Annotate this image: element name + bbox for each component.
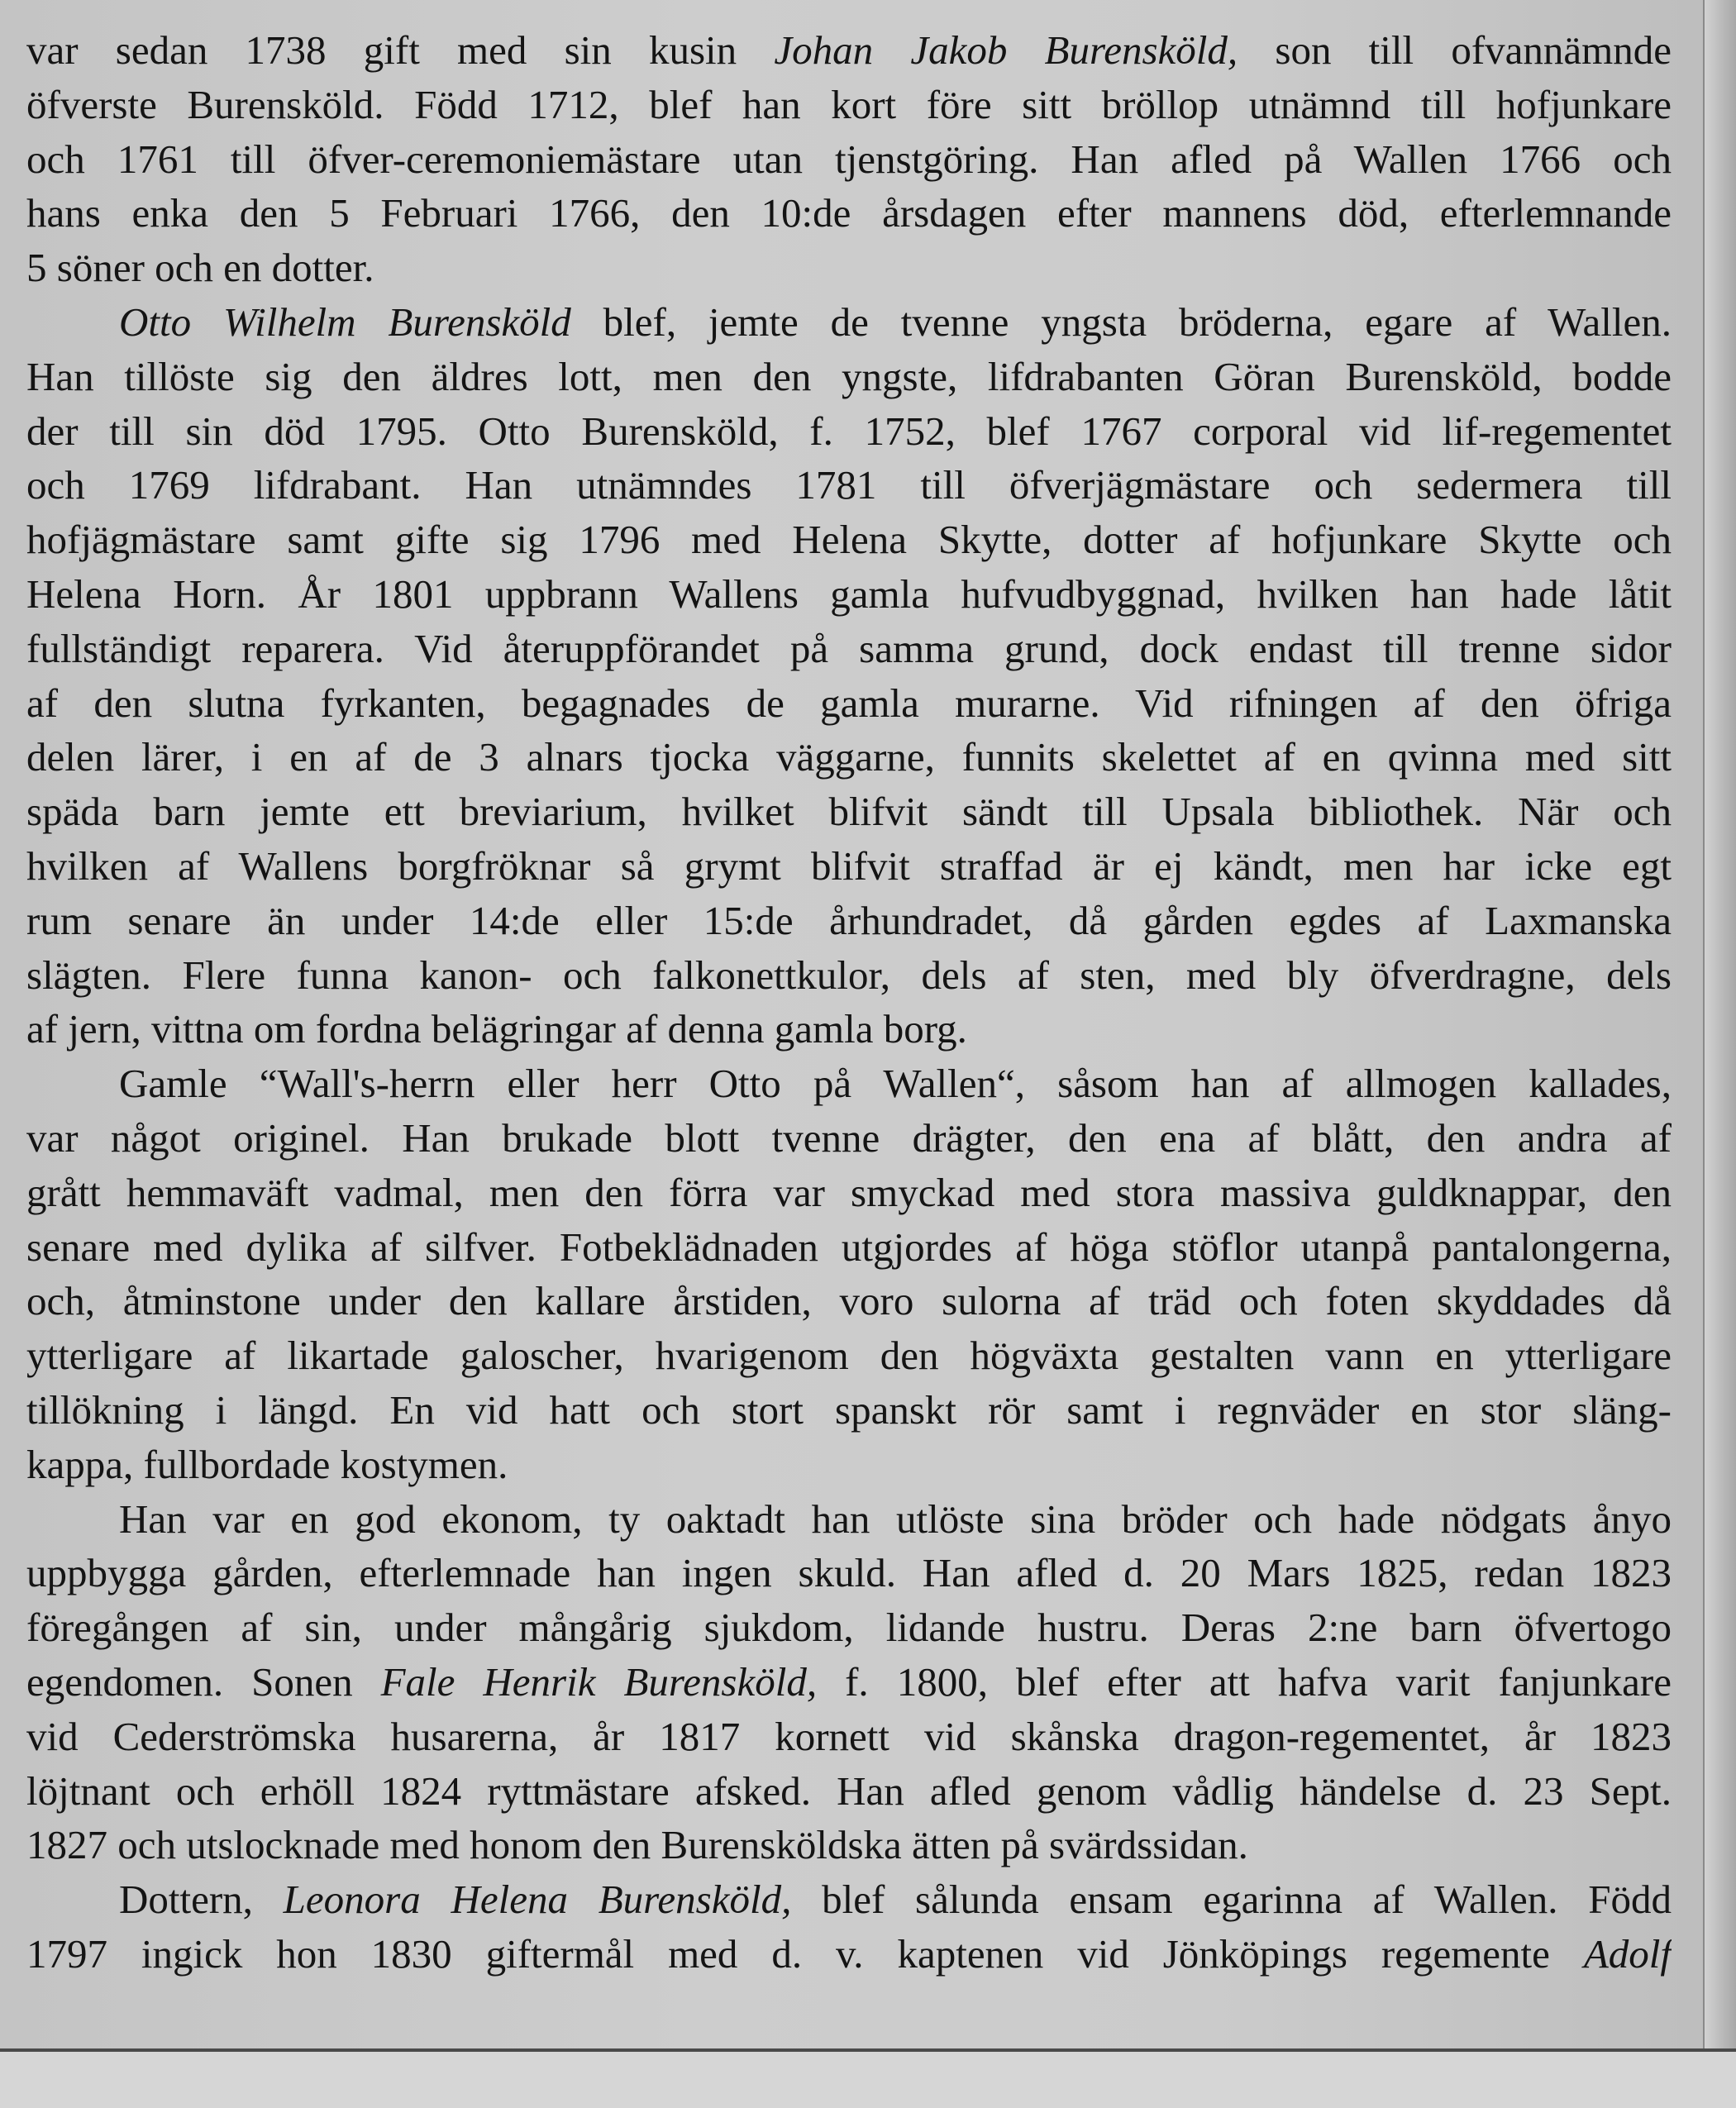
text-line xyxy=(26,1274,1672,1328)
text-run: hofjägmästare samt gifte sig 1796 med Helena Skytte, dotter af hofjunkare Skytte och xyxy=(26,517,1672,563)
text-run: Han tillöste sig den äldres lott, men den yngste, lifdrabanten Göran Burensköld, bodde xyxy=(26,353,1672,399)
text-run: senare med dylika af silfver. Fotbeklädnaden utgjordes af höga stöflor utanpå pantalongerna, xyxy=(26,1223,1672,1270)
text-line xyxy=(26,186,1672,241)
text-run: blef, jemte de tvenne yngsta bröderna, egare af Wallen. xyxy=(570,298,1672,345)
text-line xyxy=(26,676,1672,731)
text-line xyxy=(26,513,1672,567)
text-run: 5 söner och en dotter. xyxy=(26,245,374,291)
page-bottom-margin xyxy=(0,2052,1736,2108)
text-run: kappa, fullbordade kostymen. xyxy=(26,1441,508,1487)
italic-name: Otto Wilhelm Burensköld xyxy=(119,298,571,345)
text-line xyxy=(26,1383,1672,1438)
text-run: tillökning i längd. En vid hatt och stort spanskt rör samt i regnväder en stor släng- xyxy=(26,1386,1672,1433)
text-run: slägten. Flere funna kanon- och falkonettkulor, dels af sten, med bly öfverdragne, dels xyxy=(26,951,1672,998)
text-run: och, åtminstone under den kallare årstiden, voro sulorna af träd och foten skyddades då xyxy=(26,1278,1672,1324)
text-run: vid Cederströmska husarerna, år 1817 kornett vid skånska dragon-regementet, år 1823 xyxy=(26,1713,1672,1759)
text-line xyxy=(26,132,1672,187)
text-line xyxy=(26,241,1672,295)
text-run: och 1761 till öfver-ceremoniemästare utan tjenstgöring. Han afled på Wallen 1766 och xyxy=(26,136,1672,182)
text-run: föregången af sin, under mångårig sjukdom, lidande hustru. Deras 2:ne barn öfvertogo xyxy=(26,1605,1672,1651)
text-run: af den slutna fyrkanten, begagnades de gamla murarne. Vid rifningen af den öfriga xyxy=(26,680,1672,726)
text-line xyxy=(26,785,1672,839)
text-run: f. 1800, blef efter att hafva varit fanjunkare xyxy=(817,1658,1672,1705)
text-line xyxy=(26,1166,1672,1220)
text-line xyxy=(26,1002,1672,1056)
text-line xyxy=(26,458,1672,513)
body-text xyxy=(26,23,1672,1982)
text-line xyxy=(26,1600,1672,1655)
text-line xyxy=(26,1872,1672,1927)
text-line xyxy=(26,1438,1672,1492)
text-run: hans enka den 5 Februari 1766, den 10:de årsdagen efter mannens död, efterlemnande xyxy=(26,190,1672,236)
text-line xyxy=(26,1764,1672,1819)
text-line xyxy=(26,295,1672,350)
text-run: Dottern, xyxy=(119,1877,284,1923)
text-line xyxy=(26,730,1672,785)
text-line xyxy=(26,1546,1672,1600)
text-line xyxy=(26,350,1672,404)
italic-name: Leonora Helena Burensköld, xyxy=(283,1877,792,1923)
text-run: grått hemmaväft vadmal, men den förra var smyckad med stora massiva guldknappar, den xyxy=(26,1169,1672,1215)
text-run: Gamle “Wall's-herrn eller herr Otto på Wallen“, såsom han af allmogen kallades, xyxy=(119,1061,1672,1107)
italic-name: Fale Henrik Burensköld, xyxy=(380,1658,818,1705)
text-line xyxy=(26,1111,1672,1166)
text-run: var något originel. Han brukade blott tvenne drägter, den ena af blått, den andra af xyxy=(26,1114,1672,1161)
text-run: späda barn jemte ett breviarium, hvilket blifvit sändt till Upsala bibliothek. När och xyxy=(26,789,1672,835)
text-run: ytterligare af likartade galoscher, hvarigenom den högväxta gestalten vann en ytterligare xyxy=(26,1333,1672,1379)
text-line xyxy=(26,622,1672,676)
text-run: fullständigt reparera. Vid återuppförandet på samma grund, dock endast till trenne sidor xyxy=(26,625,1672,671)
text-line xyxy=(26,78,1672,132)
text-line xyxy=(26,948,1672,1003)
text-run: blef sålunda ensam egarinna af Wallen. Född xyxy=(791,1877,1672,1923)
text-run: Han var en god ekonom, ty oaktadt han utlöste sina bröder och hade nödgats ånyo xyxy=(119,1495,1672,1542)
text-run: löjtnant och erhöll 1824 ryttmästare afsked. Han afled genom vådlig händelse d. 23 Sept. xyxy=(26,1767,1672,1814)
text-run: öfverste Burensköld. Född 1712, blef han kort före sitt bröllop utnämnd till hofjunkare xyxy=(26,81,1672,127)
text-run: och 1769 lifdrabant. Han utnämndes 1781 till öfverjägmästare och sedermera till xyxy=(26,462,1672,508)
text-line xyxy=(26,1328,1672,1383)
text-line xyxy=(26,404,1672,459)
text-run: son till ofvannämnde xyxy=(1238,27,1672,73)
text-line xyxy=(26,1710,1672,1764)
text-line xyxy=(26,567,1672,622)
text-run: delen lärer, i en af de 3 alnars tjocka väggarne, funnits skelettet af en qvinna med sitt xyxy=(26,734,1672,780)
text-run: var sedan 1738 gift med sin kusin xyxy=(26,27,775,73)
text-run: af jern, vittna om fordna belägringar af denna gamla borg. xyxy=(26,1006,967,1052)
text-run: rum senare än under 14:de eller 15:de århundradet, då gården egdes af Laxmanska xyxy=(26,897,1672,943)
text-run: der till sin död 1795. Otto Burensköld, f. 1752, blef 1767 corporal vid lif-regementet xyxy=(26,408,1672,454)
text-line xyxy=(26,1818,1672,1872)
text-line xyxy=(26,1056,1672,1111)
text-run: 1827 och utslocknade med honom den Burensköldska ätten på svärdssidan. xyxy=(26,1822,1248,1868)
text-line xyxy=(26,839,1672,894)
page-edge xyxy=(1703,0,1736,2108)
text-run: 1797 ingick hon 1830 giftermål med d. v. kaptenen vid Jönköpings regemente xyxy=(26,1930,1584,1977)
text-run: hvilken af Wallens borgfröknar så grymt blifvit straffad är ej kändt, men har icke egt xyxy=(26,842,1672,889)
text-line xyxy=(26,1927,1672,1982)
text-line xyxy=(26,1492,1672,1547)
text-run: uppbygga gården, efterlemnade han ingen skuld. Han afled d. 20 Mars 1825, redan 1823 xyxy=(26,1550,1672,1596)
text-run: Helena Horn. År 1801 uppbrann Wallens gamla hufvudbyggnad, hvilken han hade låtit xyxy=(26,570,1672,617)
text-line xyxy=(26,1655,1672,1710)
text-line xyxy=(26,23,1672,78)
text-run: egendomen. Sonen xyxy=(26,1658,381,1705)
italic-name: Adolf xyxy=(1583,1930,1672,1977)
text-line xyxy=(26,894,1672,948)
italic-name: Johan Jakob Burensköld, xyxy=(774,27,1238,73)
text-line xyxy=(26,1220,1672,1275)
